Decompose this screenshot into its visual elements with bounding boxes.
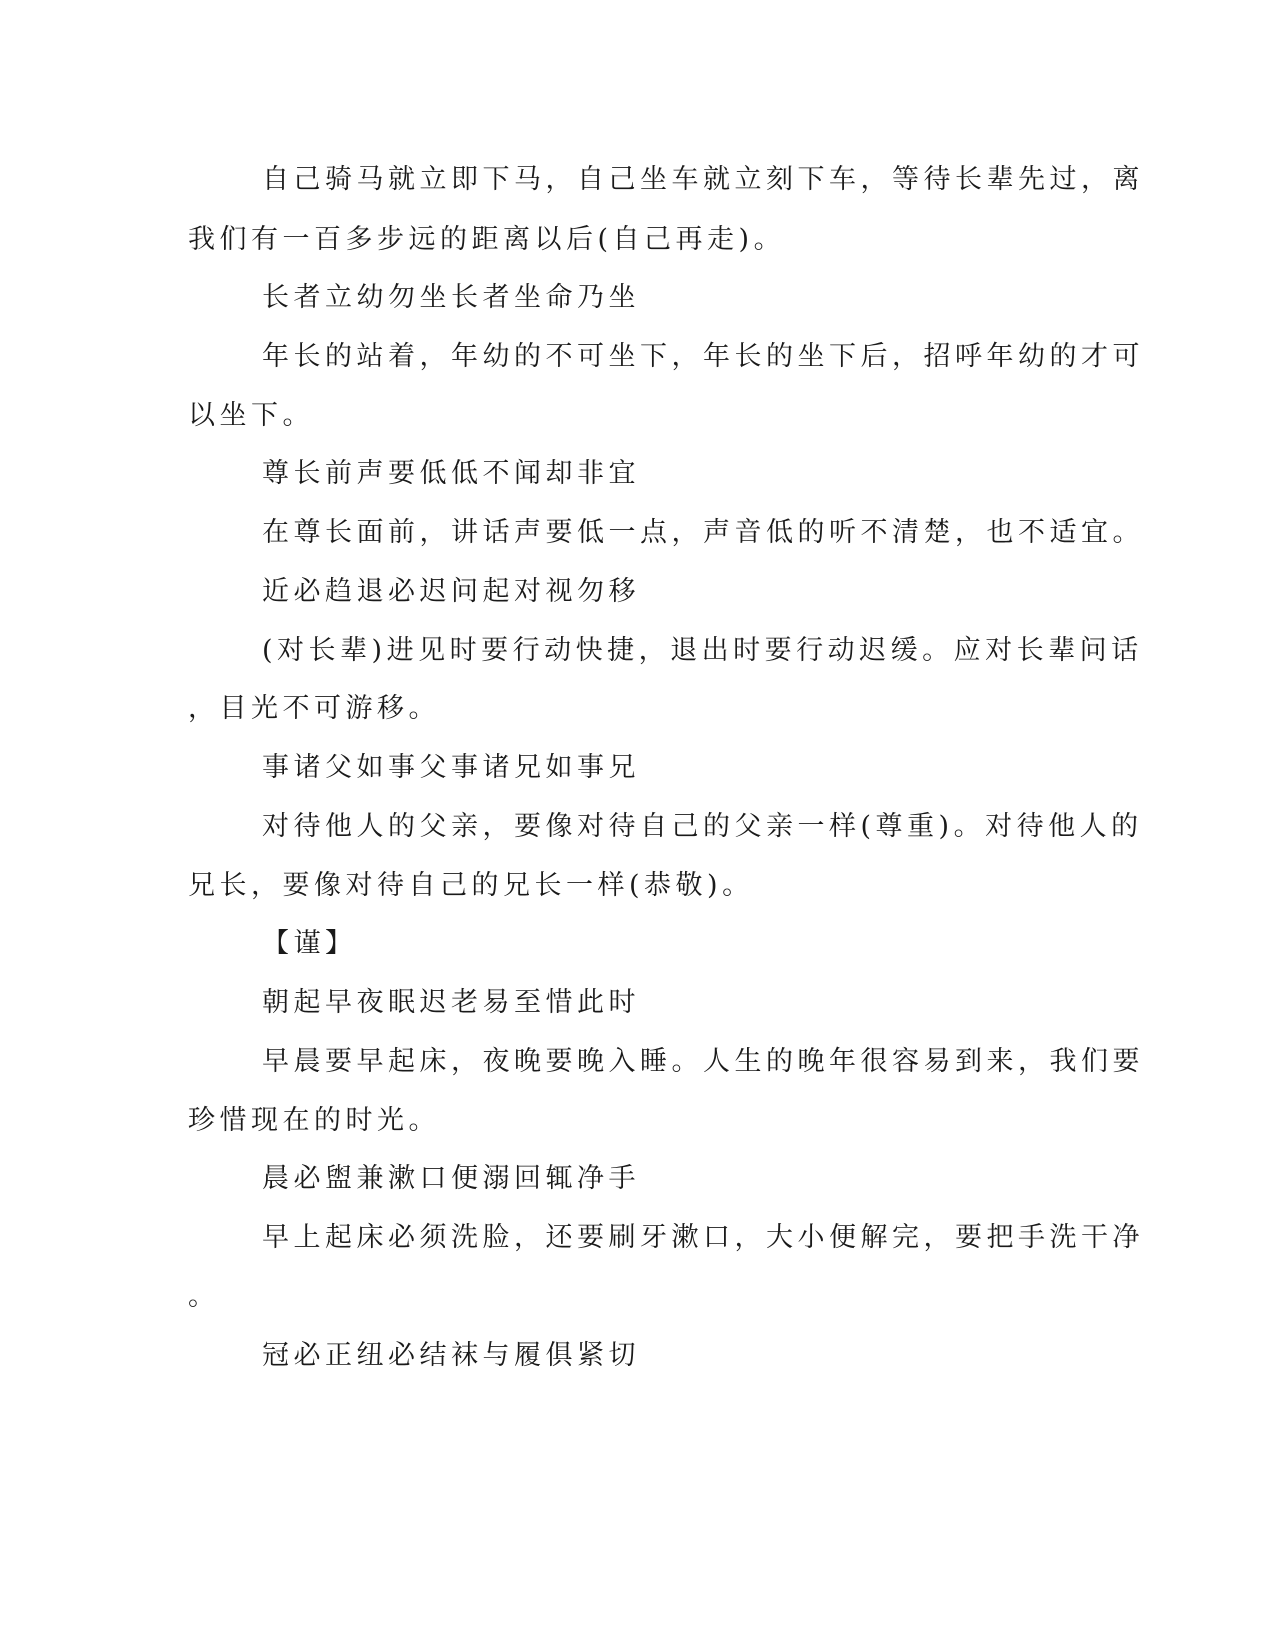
verse-line: 事诸父如事父事诸兄如事兄 <box>262 752 640 783</box>
paragraph-line: 早上起床必须洗脸，还要刷牙漱口，大小便解完，要把手洗干净 <box>262 1222 1144 1253</box>
verse-line: 近必趋退必迟问起对视勿移 <box>262 576 640 607</box>
paragraph-line: 珍惜现在的时光。 <box>188 1105 440 1136</box>
paragraph-line: 早晨要早起床，夜晚要晚入睡。人生的晚年很容易到来，我们要 <box>262 1046 1144 1077</box>
paragraph-line: 兄长，要像对待自己的兄长一样(恭敬)。 <box>188 870 754 901</box>
paragraph-line: 。 <box>188 1281 220 1312</box>
verse-line: 长者立幼勿坐长者坐命乃坐 <box>262 282 640 313</box>
paragraph-line: 自己骑马就立即下马，自己坐车就立刻下车，等待长辈先过，离 <box>262 164 1144 195</box>
paragraph-line: 在尊长面前，讲话声要低一点，声音低的听不清楚，也不适宜。 <box>262 517 1144 548</box>
paragraph-line: (对长辈)进见时要行动快捷，退出时要行动迟缓。应对长辈问话 <box>262 635 1143 666</box>
paragraph-line: 对待他人的父亲，要像对待自己的父亲一样(尊重)。对待他人的 <box>262 811 1143 842</box>
paragraph-line: 我们有一百多步远的距离以后(自己再走)。 <box>188 224 786 255</box>
paragraph-line: ，目光不可游移。 <box>188 693 440 724</box>
verse-line: 尊长前声要低低不闻却非宜 <box>262 458 640 489</box>
verse-line: 晨必盥兼漱口便溺回辄净手 <box>262 1163 640 1194</box>
section-heading: 【谨】 <box>262 928 357 959</box>
verse-line: 冠必正纽必结袜与履俱紧切 <box>262 1340 640 1371</box>
paragraph-line: 年长的站着，年幼的不可坐下，年长的坐下后，招呼年幼的才可 <box>262 341 1144 372</box>
verse-line: 朝起早夜眠迟老易至惜此时 <box>262 987 640 1018</box>
paragraph-line: 以坐下。 <box>188 400 314 431</box>
